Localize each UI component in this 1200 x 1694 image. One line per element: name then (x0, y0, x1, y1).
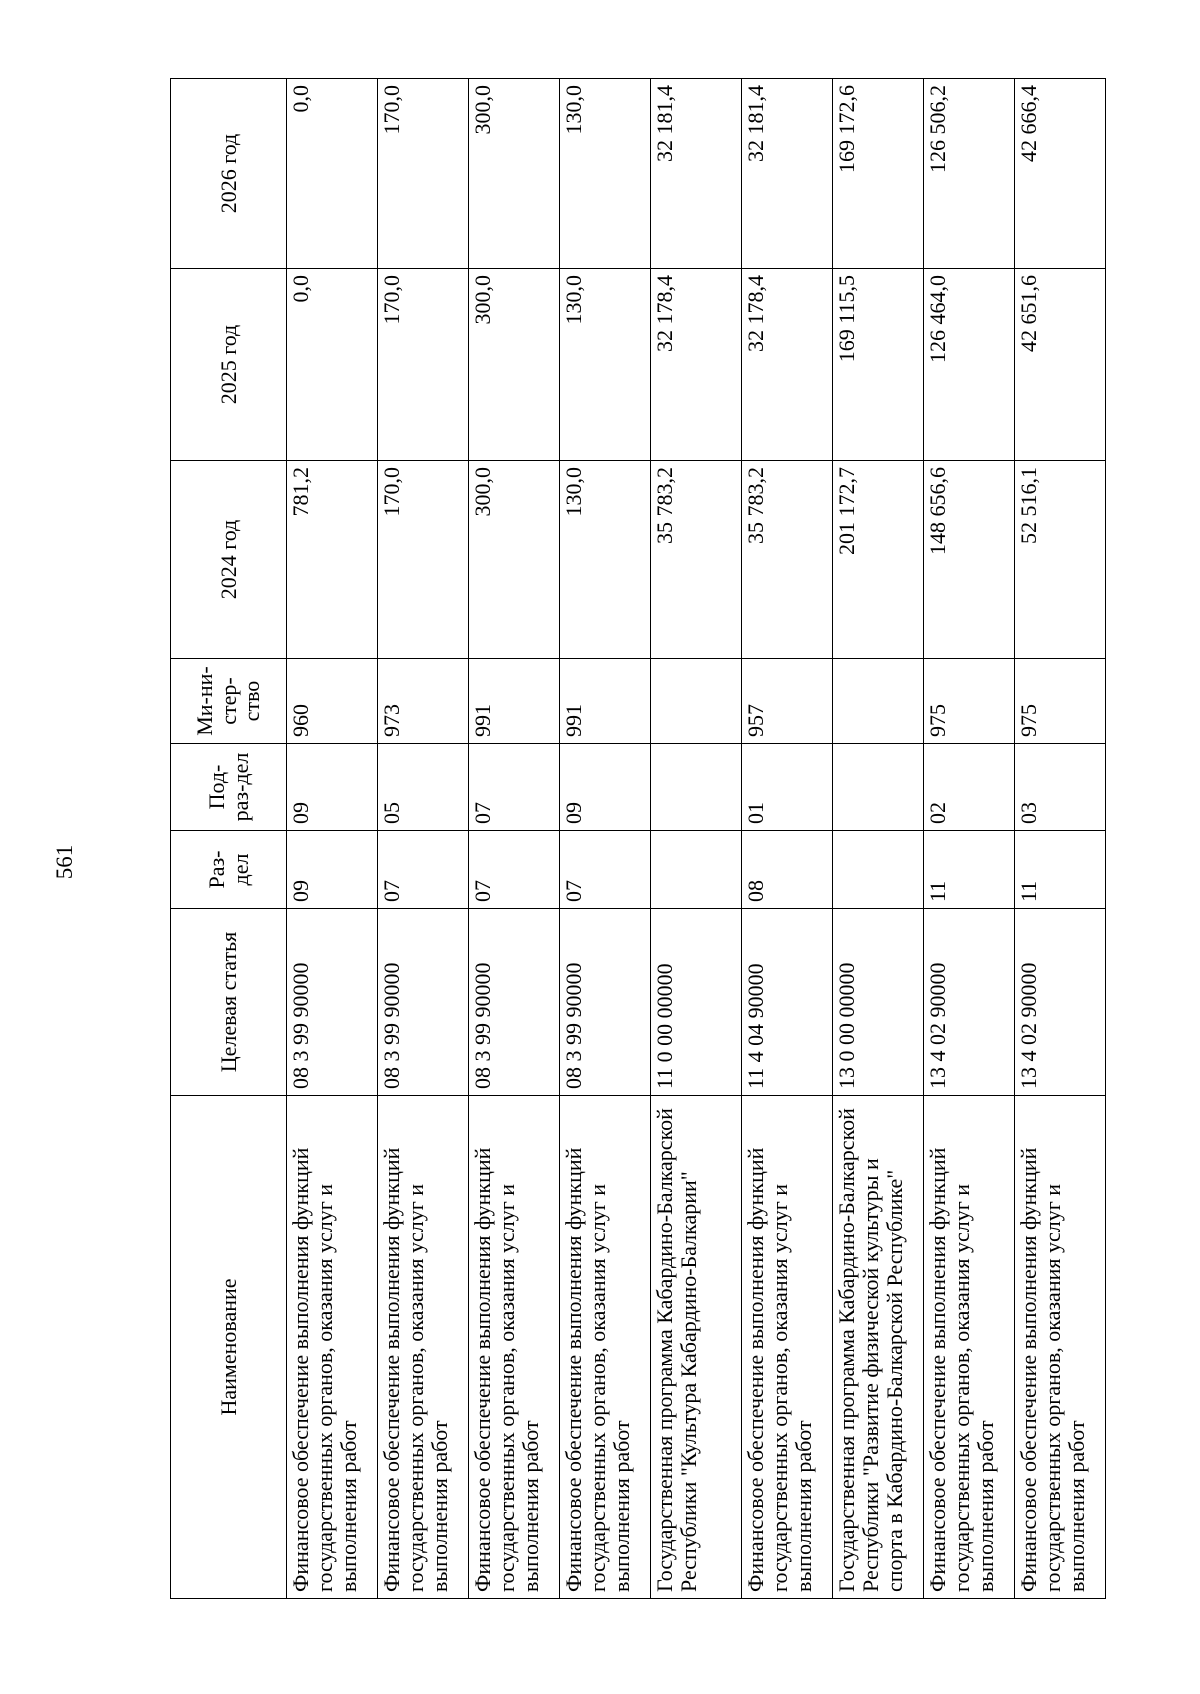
cell-ministry: 975 (924, 659, 1015, 744)
cell-target-article: 13 4 02 90000 (924, 909, 1015, 1096)
cell-2025: 32 178,4 (651, 269, 742, 461)
cell-name: Финансовое обеспечение выполнения функций государственных органов, оказания услуг и выполнения работ (742, 1096, 833, 1599)
cell-2024: 148 656,6 (924, 461, 1015, 659)
cell-2024: 35 783,2 (742, 461, 833, 659)
header-section: Раз-дел (171, 831, 287, 909)
cell-section: 11 (1015, 831, 1106, 909)
cell-2024: 201 172,7 (833, 461, 924, 659)
header-target-article: Целевая статья (171, 909, 287, 1096)
table-row (651, 79, 742, 1599)
cell-2026: 32 181,4 (742, 79, 833, 269)
table-row (924, 79, 1015, 1599)
cell-section (833, 831, 924, 909)
cell-2024: 52 516,1 (1015, 461, 1106, 659)
cell-target-article: 08 3 99 90000 (378, 909, 469, 1096)
header-year-2024: 2024 год (171, 461, 287, 659)
cell-2024: 130,0 (560, 461, 651, 659)
cell-ministry (833, 659, 924, 744)
cell-subsection: 01 (742, 744, 833, 831)
cell-2024: 781,2 (287, 461, 378, 659)
cell-2025: 0,0 (287, 269, 378, 461)
cell-2026: 32 181,4 (651, 79, 742, 269)
cell-target-article: 08 3 99 90000 (560, 909, 651, 1096)
cell-subsection: 02 (924, 744, 1015, 831)
cell-target-article: 11 0 00 00000 (651, 909, 742, 1096)
cell-2026: 126 506,2 (924, 79, 1015, 269)
cell-ministry (651, 659, 742, 744)
cell-2025: 169 115,5 (833, 269, 924, 461)
cell-ministry: 960 (287, 659, 378, 744)
rotated-table-container (170, 79, 1090, 1599)
table-row (1015, 79, 1106, 1599)
cell-2025: 130,0 (560, 269, 651, 461)
cell-subsection: 09 (287, 744, 378, 831)
cell-name: Финансовое обеспечение выполнения функций государственных органов, оказания услуг и выполнения работ (1015, 1096, 1106, 1599)
header-name: Наименование (171, 1096, 287, 1599)
cell-section: 11 (924, 831, 1015, 909)
cell-target-article: 08 3 99 90000 (469, 909, 560, 1096)
header-subsection: Под-раз-дел (171, 744, 287, 831)
cell-2024: 300,0 (469, 461, 560, 659)
cell-name: Финансовое обеспечение выполнения функций государственных органов, оказания услуг и выполнения работ (924, 1096, 1015, 1599)
cell-subsection: 09 (560, 744, 651, 831)
cell-2026: 170,0 (378, 79, 469, 269)
cell-ministry: 991 (469, 659, 560, 744)
cell-2025: 32 178,4 (742, 269, 833, 461)
cell-2025: 300,0 (469, 269, 560, 461)
cell-section: 08 (742, 831, 833, 909)
cell-2026: 169 172,6 (833, 79, 924, 269)
cell-name: Государственная программа Кабардино-Балкарской Республики "Развитие физической культуры и спорта в Кабардино-Балкарской Республике" (833, 1096, 924, 1599)
cell-target-article: 13 4 02 90000 (1015, 909, 1106, 1096)
cell-target-article: 08 3 99 90000 (287, 909, 378, 1096)
cell-name: Финансовое обеспечение выполнения функций государственных органов, оказания услуг и выполнения работ (469, 1096, 560, 1599)
table-header-row (171, 79, 287, 1599)
cell-2025: 42 651,6 (1015, 269, 1106, 461)
cell-2026: 0,0 (287, 79, 378, 269)
cell-name: Финансовое обеспечение выполнения функций государственных органов, оказания услуг и выполнения работ (287, 1096, 378, 1599)
budget-table (170, 78, 1106, 1599)
cell-ministry: 975 (1015, 659, 1106, 744)
cell-2024: 35 783,2 (651, 461, 742, 659)
cell-subsection: 07 (469, 744, 560, 831)
table-row (560, 79, 651, 1599)
cell-2025: 170,0 (378, 269, 469, 461)
page-number: 561 (52, 844, 77, 880)
cell-ministry: 991 (560, 659, 651, 744)
cell-ministry: 973 (378, 659, 469, 744)
cell-section (651, 831, 742, 909)
cell-2026: 300,0 (469, 79, 560, 269)
header-year-2025: 2025 год (171, 269, 287, 461)
header-year-2026: 2026 год (171, 79, 287, 269)
cell-subsection (651, 744, 742, 831)
cell-2026: 130,0 (560, 79, 651, 269)
cell-name: Финансовое обеспечение выполнения функций государственных органов, оказания услуг и выполнения работ (560, 1096, 651, 1599)
cell-subsection: 03 (1015, 744, 1106, 831)
cell-section: 07 (560, 831, 651, 909)
cell-target-article: 13 0 00 00000 (833, 909, 924, 1096)
cell-name: Государственная программа Кабардино-Балкарской Республики "Культура Кабардино-Балкарии" (651, 1096, 742, 1599)
cell-subsection: 05 (378, 744, 469, 831)
cell-subsection (833, 744, 924, 831)
table-row (742, 79, 833, 1599)
table-row (469, 79, 560, 1599)
header-ministry: Ми-ни-стер-ство (171, 659, 287, 744)
cell-section: 07 (378, 831, 469, 909)
cell-section: 07 (469, 831, 560, 909)
cell-2025: 126 464,0 (924, 269, 1015, 461)
cell-2026: 42 666,4 (1015, 79, 1106, 269)
table-row (833, 79, 924, 1599)
cell-section: 09 (287, 831, 378, 909)
table-row (287, 79, 378, 1599)
cell-2024: 170,0 (378, 461, 469, 659)
cell-name: Финансовое обеспечение выполнения функций государственных органов, оказания услуг и выполнения работ (378, 1096, 469, 1599)
cell-target-article: 11 4 04 90000 (742, 909, 833, 1096)
table-row (378, 79, 469, 1599)
cell-ministry: 957 (742, 659, 833, 744)
